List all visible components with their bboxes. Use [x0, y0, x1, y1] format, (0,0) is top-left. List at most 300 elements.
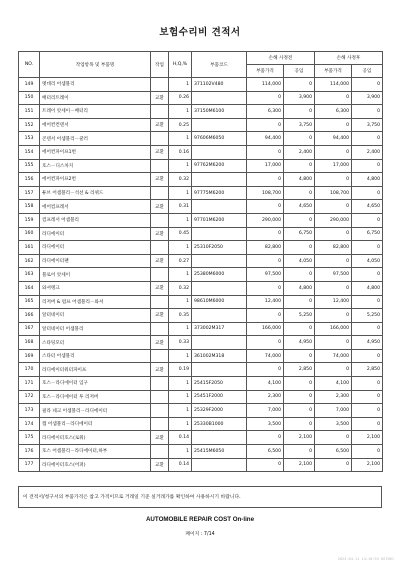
cell-work	[151, 159, 169, 173]
cell-parts-price-after: 114,000	[315, 78, 352, 92]
cell-item-name: 트레이 앗세이－배터리	[40, 105, 151, 119]
cell-item-name: 호스 어셈블리－라디에이터,하부	[40, 445, 151, 459]
cell-labor-before: 0	[284, 132, 315, 146]
cell-parts-price-after: 0	[315, 363, 352, 377]
cell-labor-before: 5,250	[284, 309, 315, 323]
cell-hq: 1	[169, 186, 192, 200]
cell-parts-price-before: 0	[247, 145, 284, 159]
cell-part-code	[192, 431, 247, 445]
header-before: 손해 사정전	[247, 52, 315, 65]
cell-parts-price-after: 0	[315, 200, 352, 214]
cell-labor-after: 0	[352, 404, 383, 418]
cell-labor-after: 0	[352, 322, 383, 336]
cell-labor-after: 0	[352, 159, 383, 173]
cell-part-code: 25415F2050	[192, 377, 247, 391]
cell-no: 162	[19, 254, 40, 268]
cell-work	[151, 445, 169, 459]
cell-item-name: 라디에이터호스(어퍼)	[40, 458, 151, 472]
cell-labor-after: 0	[352, 377, 383, 391]
table-row	[19, 445, 383, 459]
table-row	[19, 91, 383, 105]
cell-parts-price-before: 12,400	[247, 295, 284, 309]
cell-no: 151	[19, 105, 40, 119]
cell-hq: 0.14	[169, 431, 192, 445]
cell-labor-after: 0	[352, 186, 383, 200]
table-row	[19, 363, 383, 377]
cell-parts-price-after: 94,400	[315, 132, 352, 146]
cell-parts-price-after: 0	[315, 173, 352, 187]
table-row	[19, 336, 383, 350]
cell-parts-price-before: 2,300	[247, 390, 284, 404]
header-labor-after: 공임	[352, 65, 383, 78]
cell-part-code	[192, 91, 247, 105]
cell-work: 교환	[151, 363, 169, 377]
page-number: 페이지 : 7/14	[185, 532, 215, 537]
cell-item-name: 콘덴서 어셈블리－쿨러	[40, 132, 151, 146]
cell-hq: 1	[169, 404, 192, 418]
header-hq: H,Q,%	[169, 52, 192, 78]
cell-labor-before: 0	[284, 417, 315, 431]
cell-hq: 1	[169, 390, 192, 404]
cell-work: 교환	[151, 254, 169, 268]
cell-no: 172	[19, 390, 40, 404]
cell-parts-price-before: 108,700	[247, 186, 284, 200]
cell-labor-before: 0	[284, 404, 315, 418]
cell-part-code: 97775M6200	[192, 186, 247, 200]
cell-labor-after: 4,800	[352, 281, 383, 295]
cell-parts-price-after: 82,800	[315, 241, 352, 255]
cell-parts-price-before: 0	[247, 254, 284, 268]
cell-labor-after: 0	[352, 268, 383, 282]
cell-work	[151, 78, 169, 92]
cell-part-code: 25329F2000	[192, 404, 247, 418]
cell-hq: 0.33	[169, 336, 192, 350]
cell-no: 165	[19, 295, 40, 309]
cell-parts-price-after: 0	[315, 336, 352, 350]
cell-hq: 1	[169, 322, 192, 336]
cell-work	[151, 105, 169, 119]
cell-hq: 0.45	[169, 227, 192, 241]
cell-item-name: 배터리트레이	[40, 91, 151, 105]
table-header	[19, 52, 383, 78]
cell-parts-price-after: 0	[315, 227, 352, 241]
table-row	[19, 309, 383, 323]
cell-no: 176	[19, 445, 40, 459]
cell-part-code: 373002M317	[192, 322, 247, 336]
cell-hq: 1	[169, 105, 192, 119]
cell-no: 149	[19, 78, 40, 92]
cell-work	[151, 377, 169, 391]
cell-item-name: 에어컨컨덴서	[40, 118, 151, 132]
cell-part-code: 25415M6050	[192, 445, 247, 459]
cell-no: 160	[19, 227, 40, 241]
cell-labor-after: 0	[352, 241, 383, 255]
table-row	[19, 159, 383, 173]
cell-work	[151, 132, 169, 146]
cell-labor-before: 3,900	[284, 91, 315, 105]
cell-labor-before: 4,800	[284, 173, 315, 187]
cell-parts-price-after: 0	[315, 118, 352, 132]
table-row	[19, 349, 383, 363]
cell-labor-after: 6,750	[352, 227, 383, 241]
cell-work	[151, 186, 169, 200]
cell-parts-price-before: 290,000	[247, 213, 284, 227]
cell-no: 159	[19, 213, 40, 227]
cell-work	[151, 404, 169, 418]
cell-no: 169	[19, 349, 40, 363]
cell-parts-price-before: 17,000	[247, 159, 284, 173]
cell-parts-price-after: 108,700	[315, 186, 352, 200]
table-row	[19, 105, 383, 119]
cell-labor-after: 0	[352, 349, 383, 363]
cell-parts-price-after: 0	[315, 431, 352, 445]
cell-hq: 1	[169, 213, 192, 227]
cell-hq: 1	[169, 78, 192, 92]
cell-parts-price-before: 97,500	[247, 268, 284, 282]
cell-item-name: 캡 어셈블리－라디에이터	[40, 417, 151, 431]
cell-work: 교환	[151, 91, 169, 105]
cell-labor-before: 4,950	[284, 336, 315, 350]
cell-labor-after: 4,050	[352, 254, 383, 268]
cell-labor-after: 3,900	[352, 91, 383, 105]
cell-no: 157	[19, 186, 40, 200]
cell-item-name: 호스－라디에이터 투 리저버	[40, 390, 151, 404]
cell-parts-price-after: 97,500	[315, 268, 352, 282]
cell-item-name: 에어컴프레서	[40, 200, 151, 214]
cell-parts-price-before: 74,000	[247, 349, 284, 363]
cell-hq: 0.35	[169, 309, 192, 323]
cell-labor-before: 0	[284, 213, 315, 227]
cell-no: 156	[19, 173, 40, 187]
cell-work	[151, 390, 169, 404]
cell-part-code: 361002M318	[192, 349, 247, 363]
cell-part-code	[192, 363, 247, 377]
table-row	[19, 458, 383, 472]
cell-hq: 0.16	[169, 145, 192, 159]
table-row	[19, 295, 383, 309]
cell-labor-after: 0	[352, 445, 383, 459]
cell-no: 174	[19, 417, 40, 431]
cell-item-name: 라디에이터호스(로워)	[40, 431, 151, 445]
cell-work	[151, 322, 169, 336]
cell-no: 153	[19, 132, 40, 146]
cell-hq: 1	[169, 159, 192, 173]
cell-parts-price-before: 0	[247, 91, 284, 105]
cell-no: 154	[19, 145, 40, 159]
cell-item-name: 라디에이터워터파이프	[40, 363, 151, 377]
cell-no: 175	[19, 431, 40, 445]
cell-item-name: 호스－라디에이터 입구	[40, 377, 151, 391]
cell-part-code	[192, 458, 247, 472]
header-work: 작업	[151, 52, 169, 78]
table-row	[19, 186, 383, 200]
cell-work	[151, 268, 169, 282]
cell-parts-price-after: 6,500	[315, 445, 352, 459]
cell-labor-after: 0	[352, 295, 383, 309]
cell-item-name: 와셔탱크	[40, 281, 151, 295]
footer-brand: AUTOMOBILE REPAIR COST On-line	[145, 516, 255, 523]
cell-parts-price-after: 4,100	[315, 377, 352, 391]
cell-no: 161	[19, 241, 40, 255]
cell-parts-price-before: 4,100	[247, 377, 284, 391]
cell-no: 150	[19, 91, 40, 105]
header-part-code: 부품코드	[192, 52, 247, 78]
cell-part-code	[192, 173, 247, 187]
table-row	[19, 404, 383, 418]
cell-parts-price-before: 0	[247, 336, 284, 350]
cell-labor-after: 2,100	[352, 431, 383, 445]
cell-labor-after: 0	[352, 213, 383, 227]
cell-labor-before: 2,100	[284, 458, 315, 472]
cell-item-name: 호스－디스차지	[40, 159, 151, 173]
table-row	[19, 200, 383, 214]
table-row	[19, 254, 383, 268]
cell-parts-price-before: 0	[247, 431, 284, 445]
cell-part-code	[192, 118, 247, 132]
cell-hq: 0.27	[169, 254, 192, 268]
cell-parts-price-before: 0	[247, 118, 284, 132]
cell-hq: 1	[169, 377, 192, 391]
cell-parts-price-after: 0	[315, 458, 352, 472]
cell-part-code: 25451F2000	[192, 390, 247, 404]
cell-labor-before: 4,650	[284, 200, 315, 214]
cell-part-code	[192, 145, 247, 159]
header-after: 손해 사정후	[315, 52, 383, 65]
cell-work: 교환	[151, 281, 169, 295]
cell-parts-price-before: 6,300	[247, 105, 284, 119]
header-labor-before: 공임	[284, 65, 315, 78]
cell-parts-price-before: 0	[247, 227, 284, 241]
cell-parts-price-before: 3,500	[247, 417, 284, 431]
cell-parts-price-before: 0	[247, 309, 284, 323]
cell-item-name: 블로어 앗세이	[40, 268, 151, 282]
cell-hq: 1	[169, 241, 192, 255]
cell-part-code: 97762M6200	[192, 159, 247, 173]
cell-item-name: 라디에이터	[40, 241, 151, 255]
cell-part-code: 37150M6100	[192, 105, 247, 119]
cell-parts-price-after: 12,400	[315, 295, 352, 309]
cell-parts-price-after: 0	[315, 309, 352, 323]
cell-item-name: 라디에이터팬	[40, 254, 151, 268]
cell-no: 168	[19, 336, 40, 350]
cell-no: 163	[19, 268, 40, 282]
cell-no: 170	[19, 363, 40, 377]
cell-hq: 0.14	[169, 458, 192, 472]
cell-parts-price-after: 7,000	[315, 404, 352, 418]
cell-work: 교환	[151, 118, 169, 132]
cell-parts-price-before: 94,400	[247, 132, 284, 146]
cell-work: 교환	[151, 145, 169, 159]
cell-labor-before: 0	[284, 390, 315, 404]
table-row	[19, 390, 383, 404]
cell-hq: 1	[169, 132, 192, 146]
cell-hq: 1	[169, 268, 192, 282]
cell-hq: 1	[169, 349, 192, 363]
cell-no: 171	[19, 377, 40, 391]
cell-work	[151, 417, 169, 431]
cell-work: 교환	[151, 173, 169, 187]
table-row	[19, 78, 383, 92]
cell-no: 164	[19, 281, 40, 295]
cell-labor-before: 4,050	[284, 254, 315, 268]
cell-parts-price-before: 166,000	[247, 322, 284, 336]
cell-labor-before: 0	[284, 186, 315, 200]
cell-hq: 1	[169, 445, 192, 459]
cell-labor-after: 4,950	[352, 336, 383, 350]
table-row	[19, 227, 383, 241]
table-row	[19, 281, 383, 295]
cell-labor-after: 0	[352, 417, 383, 431]
table-row	[19, 241, 383, 255]
cell-part-code	[192, 309, 247, 323]
cell-parts-price-before: 0	[247, 200, 284, 214]
cell-item-name: 에어컨파이프1번	[40, 145, 151, 159]
cell-labor-after: 0	[352, 78, 383, 92]
cell-labor-after: 0	[352, 132, 383, 146]
table-row	[19, 417, 383, 431]
cell-hq: 1	[169, 417, 192, 431]
cell-work: 교환	[151, 227, 169, 241]
cell-parts-price-after: 290,000	[315, 213, 352, 227]
cell-work: 교환	[151, 309, 169, 323]
table-row	[19, 145, 383, 159]
cell-labor-before: 3,750	[284, 118, 315, 132]
price-notice: 이 견적서/청구서의 부품가격은 참고 가격이므로 거래일 기준 실거래가를 확인하여 사용하시기 바랍니다.	[18, 486, 382, 508]
cell-labor-before: 0	[284, 295, 315, 309]
print-timestamp: 2024-04-11 14:10:53 KST001	[337, 557, 394, 561]
cell-no: 152	[19, 118, 40, 132]
cell-part-code: 97606M6050	[192, 132, 247, 146]
table-body	[19, 78, 383, 472]
cell-labor-before: 2,100	[284, 431, 315, 445]
cell-no: 177	[19, 458, 40, 472]
cell-hq: 1	[169, 295, 192, 309]
cell-parts-price-after: 0	[315, 91, 352, 105]
cell-item-name: 라디에이터	[40, 227, 151, 241]
cell-item-name: 스타터 어셈블리	[40, 349, 151, 363]
cell-work: 교환	[151, 431, 169, 445]
cell-item-name: 튜브 어셈블리－석션 & 리퀴드	[40, 186, 151, 200]
cell-item-name: 리저버 & 펌프 어셈블리－와셔	[40, 295, 151, 309]
table-row	[19, 118, 383, 132]
cell-parts-price-after: 6,300	[315, 105, 352, 119]
cell-no: 167	[19, 322, 40, 336]
cell-item-name: 멧데리 어셈블리	[40, 78, 151, 92]
cell-labor-before: 0	[284, 349, 315, 363]
header-item: 작업항목 및 부품명	[40, 52, 151, 78]
table-row	[19, 322, 383, 336]
estimate-table	[18, 51, 383, 472]
cell-hq: 0.31	[169, 200, 192, 214]
cell-work	[151, 241, 169, 255]
cell-parts-price-after: 74,000	[315, 349, 352, 363]
cell-item-name: 알터네이터 어셈블리	[40, 322, 151, 336]
cell-part-code: 25380M6000	[192, 268, 247, 282]
cell-parts-price-before: 0	[247, 173, 284, 187]
cell-part-code	[192, 336, 247, 350]
cell-item-name: 알터네이터	[40, 309, 151, 323]
cell-parts-price-before: 0	[247, 363, 284, 377]
cell-labor-after: 2,100	[352, 458, 383, 472]
header-parts-price-after: 부품가격	[315, 65, 352, 78]
cell-no: 166	[19, 309, 40, 323]
cell-parts-price-before: 0	[247, 458, 284, 472]
cell-labor-after: 4,650	[352, 200, 383, 214]
cell-labor-after: 2,400	[352, 145, 383, 159]
cell-part-code: 25330B1000	[192, 417, 247, 431]
cell-hq: 0.32	[169, 173, 192, 187]
table-row	[19, 431, 383, 445]
cell-hq: 0.26	[169, 91, 192, 105]
cell-no: 155	[19, 159, 40, 173]
table-row	[19, 213, 383, 227]
table-row	[19, 268, 383, 282]
cell-labor-after: 0	[352, 390, 383, 404]
cell-labor-after: 5,250	[352, 309, 383, 323]
cell-labor-before: 2,400	[284, 145, 315, 159]
table-row	[19, 132, 383, 146]
cell-labor-before: 0	[284, 105, 315, 119]
cell-hq: 0.25	[169, 118, 192, 132]
cell-part-code: 97701M6200	[192, 213, 247, 227]
document-title: 보험수리비 견적서	[159, 27, 241, 38]
cell-parts-price-before: 0	[247, 281, 284, 295]
cell-parts-price-before: 6,500	[247, 445, 284, 459]
cell-labor-before: 0	[284, 159, 315, 173]
cell-item-name: 에어컨파이프2번	[40, 173, 151, 187]
header-no: NO.	[19, 52, 40, 78]
cell-work	[151, 295, 169, 309]
cell-parts-price-after: 0	[315, 281, 352, 295]
cell-parts-price-after: 0	[315, 254, 352, 268]
cell-work: 교환	[151, 336, 169, 350]
cell-part-code: 25310F2050	[192, 241, 247, 255]
cell-part-code	[192, 281, 247, 295]
cell-labor-before: 0	[284, 241, 315, 255]
cell-labor-before: 4,800	[284, 281, 315, 295]
cell-labor-after: 2,850	[352, 363, 383, 377]
cell-part-code	[192, 227, 247, 241]
cell-work	[151, 349, 169, 363]
cell-labor-before: 0	[284, 78, 315, 92]
cell-item-name: 컴프레서 어셈블리	[40, 213, 151, 227]
cell-no: 173	[19, 404, 40, 418]
cell-parts-price-before: 82,800	[247, 241, 284, 255]
cell-parts-price-after: 0	[315, 145, 352, 159]
cell-work: 교환	[151, 200, 169, 214]
cell-labor-after: 0	[352, 105, 383, 119]
cell-labor-before: 0	[284, 377, 315, 391]
cell-parts-price-after: 166,000	[315, 322, 352, 336]
cell-parts-price-after: 3,500	[315, 417, 352, 431]
cell-part-code: 371102V480	[192, 78, 247, 92]
cell-labor-before: 0	[284, 445, 315, 459]
cell-item-name: 필라 네크 어셈블리－라디에이터	[40, 404, 151, 418]
cell-no: 158	[19, 200, 40, 214]
cell-parts-price-before: 7,000	[247, 404, 284, 418]
cell-hq: 0.32	[169, 281, 192, 295]
cell-parts-price-after: 17,000	[315, 159, 352, 173]
cell-item-name: 스타팅모터	[40, 336, 151, 350]
table-row	[19, 173, 383, 187]
cell-labor-before: 2,850	[284, 363, 315, 377]
cell-part-code: 98610M6000	[192, 295, 247, 309]
table-row	[19, 377, 383, 391]
cell-part-code	[192, 254, 247, 268]
cell-labor-after: 3,750	[352, 118, 383, 132]
cell-hq: 0.19	[169, 363, 192, 377]
cell-labor-before: 6,750	[284, 227, 315, 241]
